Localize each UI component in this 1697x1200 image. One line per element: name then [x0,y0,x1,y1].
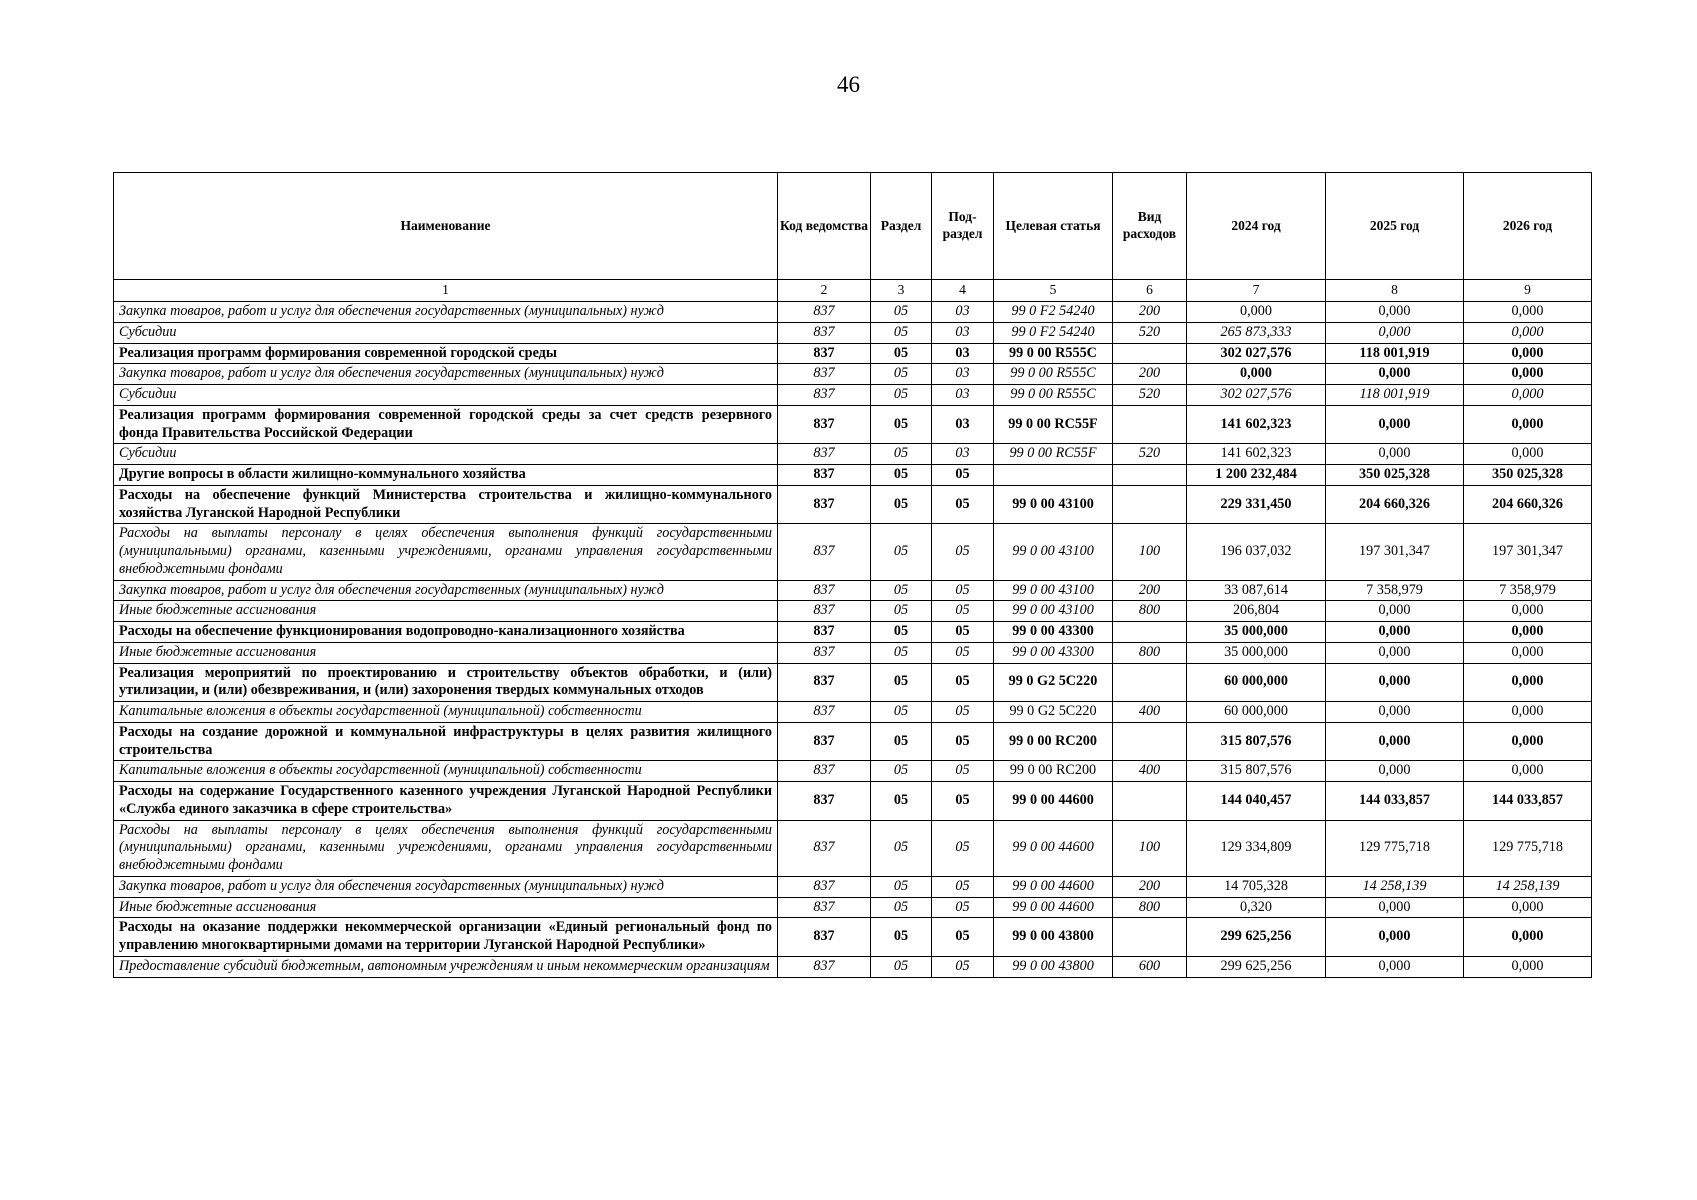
cell-ved: 837 [778,918,871,957]
cell-y2025: 0,000 [1326,405,1464,444]
cell-y2026: 7 358,979 [1464,580,1592,601]
cell-statia: 99 0 00 RC200 [994,761,1113,782]
cell-razdel: 05 [871,820,932,876]
cell-statia: 99 0 00 RC55F [994,405,1113,444]
cell-ved: 837 [778,601,871,622]
cell-y2024: 35 000,000 [1187,622,1326,643]
cell-y2024: 141 602,323 [1187,444,1326,465]
cell-ved: 837 [778,524,871,580]
cell-y2026: 0,000 [1464,302,1592,323]
cell-name: Расходы на выплаты персоналу в целях обеспечения выполнения функций государственными (муниципальными) органами, казенными учреждениями, органами управления государственными внебюджетными фондами [114,820,778,876]
table-row [114,524,1592,580]
header-vid: Вид расходов [1113,173,1187,280]
cell-y2025: 0,000 [1326,322,1464,343]
cell-ved: 837 [778,876,871,897]
cell-vid [1113,343,1187,364]
cell-y2024: 299 625,256 [1187,956,1326,977]
cell-name: Субсидии [114,322,778,343]
cell-ved: 837 [778,761,871,782]
cell-podrazdel: 05 [932,761,994,782]
cell-name: Расходы на создание дорожной и коммунальной инфраструктуры в целях развития жилищного строительства [114,722,778,761]
cell-podrazdel: 05 [932,465,994,486]
cell-podrazdel: 05 [932,820,994,876]
cell-ved: 837 [778,663,871,702]
cell-statia: 99 0 00 RC55F [994,444,1113,465]
cell-podrazdel: 05 [932,782,994,821]
header-statia: Целевая статья [994,173,1113,280]
cell-y2025: 0,000 [1326,956,1464,977]
table-row [114,580,1592,601]
cell-statia: 99 0 00 43100 [994,485,1113,524]
cell-y2025: 0,000 [1326,642,1464,663]
cell-ved: 837 [778,465,871,486]
cell-statia: 99 0 00 43300 [994,622,1113,643]
cell-podrazdel: 05 [932,580,994,601]
cell-statia: 99 0 00 RC200 [994,722,1113,761]
cell-vid [1113,782,1187,821]
cell-name: Капитальные вложения в объекты государственной (муниципальной) собственности [114,761,778,782]
cell-podrazdel: 05 [932,956,994,977]
cell-y2026: 0,000 [1464,956,1592,977]
cell-y2026: 14 258,139 [1464,876,1592,897]
cell-vid [1113,405,1187,444]
cell-y2026: 0,000 [1464,642,1592,663]
table-row [114,663,1592,702]
cell-vid [1113,485,1187,524]
cell-y2026: 0,000 [1464,343,1592,364]
cell-y2025: 7 358,979 [1326,580,1464,601]
cell-vid: 400 [1113,702,1187,723]
cell-vid [1113,663,1187,702]
cell-y2024: 265 873,333 [1187,322,1326,343]
cell-y2025: 0,000 [1326,622,1464,643]
cell-y2024: 229 331,450 [1187,485,1326,524]
cell-razdel: 05 [871,364,932,385]
cell-ved: 837 [778,820,871,876]
cell-name: Реализация программ формирования современной городской среды за счет средств резервного фонда Правительства Российской Федерации [114,405,778,444]
cell-ved: 837 [778,897,871,918]
cell-y2024: 14 705,328 [1187,876,1326,897]
column-number: 2 [778,280,871,302]
cell-podrazdel: 03 [932,322,994,343]
column-number: 4 [932,280,994,302]
column-number: 7 [1187,280,1326,302]
cell-statia: 99 0 00 R555C [994,364,1113,385]
cell-razdel: 05 [871,302,932,323]
cell-podrazdel: 03 [932,302,994,323]
table-row [114,642,1592,663]
header-2024: 2024 год [1187,173,1326,280]
cell-statia: 99 0 00 44600 [994,897,1113,918]
cell-y2024: 33 087,614 [1187,580,1326,601]
cell-name: Иные бюджетные ассигнования [114,601,778,622]
cell-vid: 520 [1113,385,1187,406]
cell-y2026: 197 301,347 [1464,524,1592,580]
cell-y2026: 0,000 [1464,622,1592,643]
column-number: 6 [1113,280,1187,302]
cell-y2024: 129 334,809 [1187,820,1326,876]
cell-y2026: 0,000 [1464,897,1592,918]
cell-y2026: 204 660,326 [1464,485,1592,524]
cell-ved: 837 [778,485,871,524]
cell-vid [1113,918,1187,957]
table-row [114,702,1592,723]
cell-razdel: 05 [871,782,932,821]
cell-podrazdel: 03 [932,405,994,444]
header-2025: 2025 год [1326,173,1464,280]
cell-razdel: 05 [871,601,932,622]
cell-name: Реализация программ формирования современной городской среды [114,343,778,364]
table-row [114,622,1592,643]
cell-statia: 99 0 00 44600 [994,820,1113,876]
cell-statia: 99 0 00 44600 [994,876,1113,897]
cell-y2026: 0,000 [1464,702,1592,723]
cell-y2024: 0,320 [1187,897,1326,918]
cell-podrazdel: 05 [932,524,994,580]
cell-vid: 800 [1113,642,1187,663]
cell-name: Другие вопросы в области жилищно-коммунального хозяйства [114,465,778,486]
cell-razdel: 05 [871,956,932,977]
cell-y2024: 206,804 [1187,601,1326,622]
header-2026: 2026 год [1464,173,1592,280]
cell-vid: 100 [1113,820,1187,876]
table-row [114,918,1592,957]
header-ved: Код ведомства [778,173,871,280]
cell-ved: 837 [778,364,871,385]
cell-y2025: 0,000 [1326,663,1464,702]
cell-podrazdel: 05 [932,642,994,663]
table-body [114,280,1592,978]
cell-y2024: 196 037,032 [1187,524,1326,580]
cell-y2024: 60 000,000 [1187,702,1326,723]
cell-y2024: 141 602,323 [1187,405,1326,444]
cell-razdel: 05 [871,322,932,343]
table-row [114,385,1592,406]
cell-razdel: 05 [871,622,932,643]
cell-ved: 837 [778,702,871,723]
cell-y2024: 60 000,000 [1187,663,1326,702]
cell-vid: 400 [1113,761,1187,782]
cell-y2025: 350 025,328 [1326,465,1464,486]
cell-razdel: 05 [871,485,932,524]
cell-statia: 99 0 00 43100 [994,580,1113,601]
table-row [114,302,1592,323]
header-podrazdel: Под-раздел [932,173,994,280]
header-row [114,173,1592,280]
cell-statia: 99 0 F2 54240 [994,322,1113,343]
cell-statia: 99 0 F2 54240 [994,302,1113,323]
table-row [114,820,1592,876]
cell-y2024: 315 807,576 [1187,761,1326,782]
cell-y2024: 1 200 232,484 [1187,465,1326,486]
cell-y2024: 302 027,576 [1187,385,1326,406]
cell-razdel: 05 [871,405,932,444]
cell-y2026: 0,000 [1464,364,1592,385]
table-row [114,761,1592,782]
cell-statia: 99 0 00 R555C [994,385,1113,406]
cell-name: Субсидии [114,385,778,406]
table-row [114,722,1592,761]
cell-vid: 600 [1113,956,1187,977]
cell-name: Капитальные вложения в объекты государственной (муниципальной) собственности [114,702,778,723]
cell-ved: 837 [778,444,871,465]
cell-statia: 99 0 00 43300 [994,642,1113,663]
cell-name: Субсидии [114,444,778,465]
cell-y2025: 0,000 [1326,302,1464,323]
cell-podrazdel: 05 [932,897,994,918]
cell-ved: 837 [778,956,871,977]
cell-y2026: 129 775,718 [1464,820,1592,876]
cell-vid: 200 [1113,580,1187,601]
cell-y2025: 0,000 [1326,761,1464,782]
cell-vid [1113,622,1187,643]
cell-statia [994,465,1113,486]
cell-razdel: 05 [871,385,932,406]
cell-name: Реализация мероприятий по проектированию и строительству объектов обработки, и (или) утилизации, и (или) обезвреживания, и (или) захоронения твердых коммунальных отходов [114,663,778,702]
cell-y2025: 118 001,919 [1326,385,1464,406]
cell-razdel: 05 [871,722,932,761]
cell-vid: 200 [1113,364,1187,385]
column-number: 1 [114,280,778,302]
cell-y2025: 0,000 [1326,364,1464,385]
cell-name: Закупка товаров, работ и услуг для обеспечения государственных (муниципальных) нужд [114,876,778,897]
cell-name: Расходы на содержание Государственного казенного учреждения Луганской Народной Республики «Служба единого заказчика в сфере строительства» [114,782,778,821]
cell-name: Расходы на выплаты персоналу в целях обеспечения выполнения функций государственными (муниципальными) органами, казенными учреждениями, органами управления государственными внебюджетными фондами [114,524,778,580]
cell-vid: 200 [1113,876,1187,897]
cell-y2025: 0,000 [1326,702,1464,723]
cell-y2025: 0,000 [1326,444,1464,465]
cell-podrazdel: 05 [932,918,994,957]
cell-podrazdel: 05 [932,485,994,524]
cell-podrazdel: 05 [932,663,994,702]
cell-razdel: 05 [871,761,932,782]
cell-y2026: 0,000 [1464,761,1592,782]
cell-ved: 837 [778,722,871,761]
cell-name: Расходы на оказание поддержки некоммерческой организации «Единый региональный фонд по управлению многоквартирными домами на территории Луганской Народной Республики» [114,918,778,957]
cell-y2026: 0,000 [1464,385,1592,406]
cell-y2026: 350 025,328 [1464,465,1592,486]
cell-razdel: 05 [871,663,932,702]
cell-vid: 520 [1113,444,1187,465]
cell-y2026: 0,000 [1464,405,1592,444]
cell-ved: 837 [778,642,871,663]
cell-y2024: 144 040,457 [1187,782,1326,821]
cell-vid: 200 [1113,302,1187,323]
cell-name: Закупка товаров, работ и услуг для обеспечения государственных (муниципальных) нужд [114,580,778,601]
cell-ved: 837 [778,405,871,444]
table-row [114,364,1592,385]
column-number-row [114,280,1592,302]
cell-y2025: 129 775,718 [1326,820,1464,876]
cell-name: Расходы на обеспечение функционирования водопроводно-канализационного хозяйства [114,622,778,643]
table-row [114,485,1592,524]
cell-statia: 99 0 00 43800 [994,918,1113,957]
cell-name: Закупка товаров, работ и услуг для обеспечения государственных (муниципальных) нужд [114,364,778,385]
cell-ved: 837 [778,343,871,364]
cell-podrazdel: 03 [932,385,994,406]
cell-podrazdel: 05 [932,622,994,643]
cell-vid: 800 [1113,897,1187,918]
page-number: 46 [837,72,860,97]
cell-podrazdel: 05 [932,601,994,622]
cell-y2024: 302 027,576 [1187,343,1326,364]
table-row [114,444,1592,465]
cell-y2026: 0,000 [1464,322,1592,343]
column-number: 3 [871,280,932,302]
column-number: 5 [994,280,1113,302]
column-number: 9 [1464,280,1592,302]
cell-statia: 99 0 00 44600 [994,782,1113,821]
cell-statia: 99 0 G2 5C220 [994,702,1113,723]
cell-statia: 99 0 00 43100 [994,601,1113,622]
cell-statia: 99 0 00 R555C [994,343,1113,364]
table-row [114,465,1592,486]
cell-ved: 837 [778,782,871,821]
cell-razdel: 05 [871,876,932,897]
cell-y2024: 315 807,576 [1187,722,1326,761]
cell-y2025: 0,000 [1326,918,1464,957]
cell-y2026: 0,000 [1464,918,1592,957]
cell-ved: 837 [778,385,871,406]
cell-name: Иные бюджетные ассигнования [114,897,778,918]
cell-y2024: 35 000,000 [1187,642,1326,663]
cell-razdel: 05 [871,580,932,601]
cell-y2025: 204 660,326 [1326,485,1464,524]
cell-name: Иные бюджетные ассигнования [114,642,778,663]
header-razdel: Раздел [871,173,932,280]
cell-podrazdel: 03 [932,364,994,385]
cell-y2025: 144 033,857 [1326,782,1464,821]
cell-y2025: 0,000 [1326,722,1464,761]
cell-y2026: 0,000 [1464,444,1592,465]
cell-y2026: 0,000 [1464,663,1592,702]
cell-y2024: 0,000 [1187,364,1326,385]
cell-razdel: 05 [871,444,932,465]
cell-ved: 837 [778,622,871,643]
cell-y2025: 0,000 [1326,601,1464,622]
cell-podrazdel: 03 [932,343,994,364]
table-row [114,956,1592,977]
cell-razdel: 05 [871,918,932,957]
table-row [114,405,1592,444]
cell-vid [1113,722,1187,761]
table-row [114,343,1592,364]
table-row [114,876,1592,897]
cell-statia: 99 0 G2 5C220 [994,663,1113,702]
cell-razdel: 05 [871,897,932,918]
cell-ved: 837 [778,302,871,323]
table-row [114,322,1592,343]
table-row [114,782,1592,821]
header-name: Наименование [114,173,778,280]
cell-vid [1113,465,1187,486]
cell-y2026: 0,000 [1464,601,1592,622]
budget-table [113,172,1592,978]
cell-y2025: 14 258,139 [1326,876,1464,897]
table-row [114,897,1592,918]
cell-vid: 520 [1113,322,1187,343]
cell-razdel: 05 [871,702,932,723]
cell-statia: 99 0 00 43100 [994,524,1113,580]
cell-podrazdel: 05 [932,702,994,723]
cell-razdel: 05 [871,642,932,663]
cell-vid: 100 [1113,524,1187,580]
column-number: 8 [1326,280,1464,302]
cell-razdel: 05 [871,343,932,364]
cell-ved: 837 [778,322,871,343]
cell-y2025: 197 301,347 [1326,524,1464,580]
cell-y2026: 144 033,857 [1464,782,1592,821]
cell-name: Закупка товаров, работ и услуг для обеспечения государственных (муниципальных) нужд [114,302,778,323]
cell-razdel: 05 [871,524,932,580]
cell-podrazdel: 05 [932,722,994,761]
cell-razdel: 05 [871,465,932,486]
cell-name: Расходы на обеспечение функций Министерства строительства и жилищно-коммунального хозяйства Луганской Народной Республики [114,485,778,524]
cell-vid: 800 [1113,601,1187,622]
cell-y2024: 0,000 [1187,302,1326,323]
cell-ved: 837 [778,580,871,601]
cell-podrazdel: 05 [932,876,994,897]
cell-y2025: 118 001,919 [1326,343,1464,364]
cell-podrazdel: 03 [932,444,994,465]
cell-name: Предоставление субсидий бюджетным, автономным учреждениям и иным некоммерческим организациям [114,956,778,977]
cell-y2025: 0,000 [1326,897,1464,918]
table-row [114,601,1592,622]
cell-statia: 99 0 00 43800 [994,956,1113,977]
cell-y2024: 299 625,256 [1187,918,1326,957]
cell-y2026: 0,000 [1464,722,1592,761]
